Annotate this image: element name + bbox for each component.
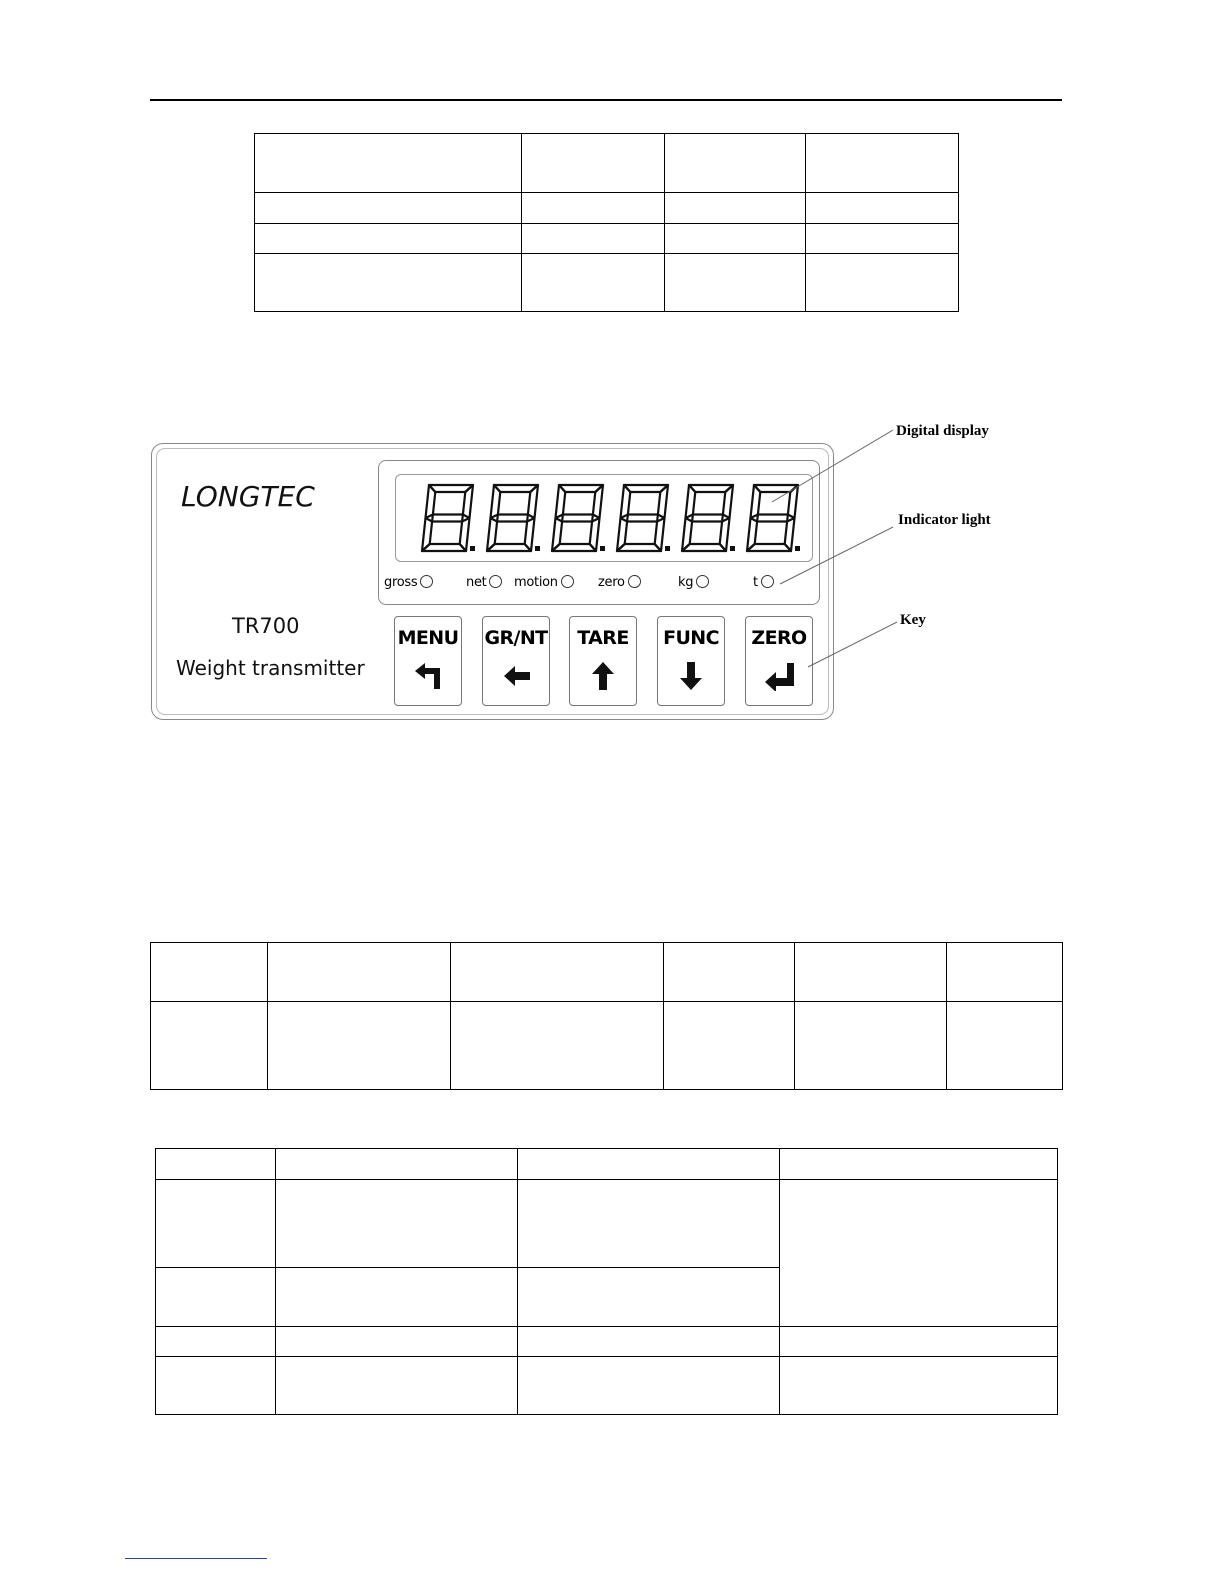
table-row [156,1357,1058,1415]
indicator-label: gross [384,575,418,590]
table-row [151,1002,1063,1090]
indicator-label: zero [598,575,625,590]
brand-logo: LONGTEC [181,480,315,513]
callout-key: Key [900,612,926,628]
key-label: GR/NT [484,627,548,649]
table-row [156,1149,1058,1180]
product-subtitle: Weight transmitter [176,656,365,680]
table-row [156,1180,1058,1268]
key-label: TARE [577,627,629,649]
indicator-label: motion [514,575,558,590]
indicator-label: kg [678,575,694,590]
footer-link-underline [125,1558,267,1559]
model-name: TR700 [232,614,300,638]
table-row [151,943,1063,1002]
callout-indicator-light: Indicator light [898,512,991,528]
indicator-label: net [466,575,487,590]
table-bottom [155,1148,1058,1415]
table-middle [150,942,1063,1090]
indicator-label: t [753,575,758,590]
key-label: ZERO [751,627,807,649]
table-row [156,1327,1058,1357]
key-label: MENU [397,627,459,649]
key-label: FUNC [663,627,719,649]
callout-digital-display: Digital display [896,423,989,439]
